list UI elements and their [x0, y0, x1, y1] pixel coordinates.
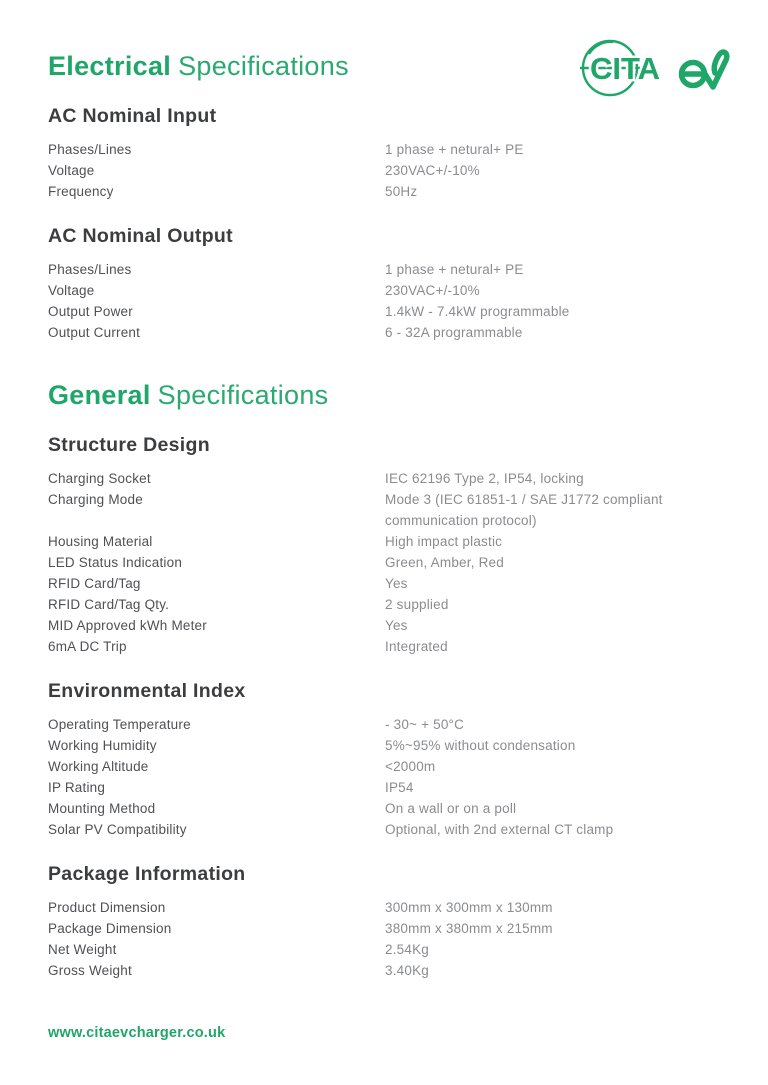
table-row [48, 489, 720, 531]
table-row [48, 897, 720, 918]
table-row [48, 468, 720, 489]
table-row [48, 714, 720, 735]
spec-label: Charging Socket [48, 471, 151, 486]
spec-value: 1 phase + netural+ PE [385, 142, 524, 157]
table-row [48, 819, 720, 840]
spec-value: Yes [385, 618, 408, 633]
table-row [48, 322, 720, 343]
spec-value: Green, Amber, Red [385, 555, 504, 570]
logo-brand-text: CITA [590, 51, 661, 86]
table-row [48, 615, 720, 636]
spec-value: Mode 3 (IEC 61851-1 / SAE J1772 compliant communication protocol) [385, 492, 663, 528]
table-row [48, 756, 720, 777]
spec-label: Charging Mode [48, 492, 143, 507]
spec-label: RFID Card/Tag Qty. [48, 597, 170, 612]
spec-label: Gross Weight [48, 963, 132, 978]
table-row [48, 939, 720, 960]
spec-value: High impact plastic [385, 534, 503, 549]
general-specifications-title [48, 379, 720, 411]
spec-value: 2.54Kg [385, 942, 429, 957]
spec-label: Output Power [48, 304, 133, 319]
table-row [48, 636, 720, 657]
spec-label: Phases/Lines [48, 262, 132, 277]
spec-value: 2 supplied [385, 597, 449, 612]
spec-value: Integrated [385, 639, 448, 654]
spec-value: On a wall or on a poll [385, 801, 517, 816]
spec-label: IP Rating [48, 780, 106, 795]
table-row [48, 798, 720, 819]
spec-value: 5%~95% without condensation [385, 738, 576, 753]
heading-package-information: Package Information [48, 863, 246, 885]
cita-ev-logo [580, 34, 740, 98]
spec-value: 1 phase + netural+ PE [385, 262, 524, 277]
heading-ac-nominal-input: AC Nominal Input [48, 105, 217, 127]
spec-label: Voltage [48, 283, 95, 298]
spec-value: 1.4kW - 7.4kW programmable [385, 304, 570, 319]
title-accent: Electrical [48, 51, 172, 81]
spec-label: Mounting Method [48, 801, 156, 816]
table-row [48, 777, 720, 798]
spec-value: Yes [385, 576, 408, 591]
spec-label: Product Dimension [48, 900, 166, 915]
spec-value: <2000m [385, 759, 436, 774]
table-row [48, 531, 720, 552]
spec-label: Operating Temperature [48, 717, 191, 732]
heading-ac-nominal-output: AC Nominal Output [48, 225, 233, 247]
spec-label: Working Humidity [48, 738, 157, 753]
heading-structure-design: Structure Design [48, 434, 210, 456]
spec-label: Net Weight [48, 942, 117, 957]
spec-value: Optional, with 2nd external CT clamp [385, 822, 614, 837]
cita-ev-logo-graphic [580, 34, 740, 98]
spec-label: Package Dimension [48, 921, 172, 936]
spec-label: Phases/Lines [48, 142, 132, 157]
heading-environmental-index: Environmental Index [48, 680, 246, 702]
spec-value: 230VAC+/-10% [385, 163, 480, 178]
table-row [48, 301, 720, 322]
spec-value: 6 - 32A programmable [385, 325, 523, 340]
spec-label: Frequency [48, 184, 114, 199]
spec-value: IP54 [385, 780, 414, 795]
table-row [48, 594, 720, 615]
title-rest: Specifications [178, 51, 349, 81]
website-link[interactable]: www.citaevcharger.co.uk [48, 1025, 226, 1041]
spec-label: 6mA DC Trip [48, 639, 127, 654]
table-row [48, 573, 720, 594]
table-row [48, 181, 720, 202]
spec-value: IEC 62196 Type 2, IP54, locking [385, 471, 584, 486]
table-row [48, 139, 720, 160]
table-row [48, 259, 720, 280]
table-row [48, 735, 720, 756]
spec-label: RFID Card/Tag [48, 576, 141, 591]
spec-value: 300mm x 300mm x 130mm [385, 900, 553, 915]
table-row [48, 552, 720, 573]
spec-label: Solar PV Compatibility [48, 822, 187, 837]
spec-value: 50Hz [385, 184, 418, 199]
spec-label: Working Altitude [48, 759, 149, 774]
table-row [48, 918, 720, 939]
table-row [48, 960, 720, 981]
spec-value: - 30~ + 50°C [385, 717, 465, 732]
ev-mark-icon [682, 52, 727, 87]
table-row [48, 160, 720, 181]
spec-value: 3.40Kg [385, 963, 429, 978]
title-accent: General [48, 380, 151, 410]
table-row [48, 280, 720, 301]
spec-value: 230VAC+/-10% [385, 283, 480, 298]
spec-label: LED Status Indication [48, 555, 183, 570]
spec-value: 380mm x 380mm x 215mm [385, 921, 553, 936]
title-rest: Specifications [157, 380, 329, 410]
spec-label: Output Current [48, 325, 141, 340]
spec-label: Housing Material [48, 534, 153, 549]
spec-label: MID Approved kWh Meter [48, 618, 207, 633]
spec-label: Voltage [48, 163, 95, 178]
